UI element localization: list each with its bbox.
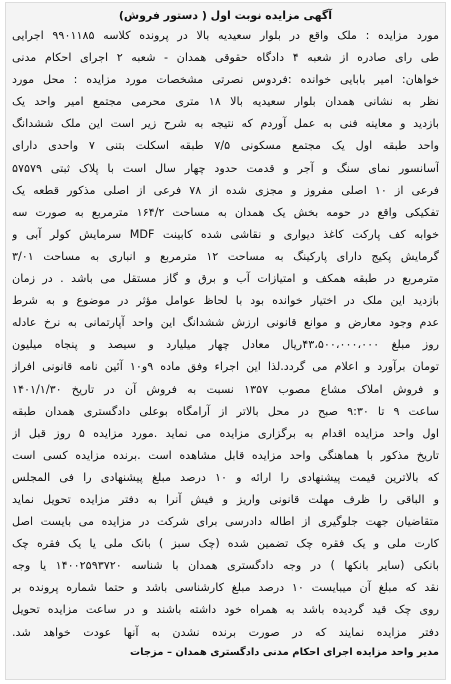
notice-line: بازدید و معاینه فنی به عمل آوردم که نتیجه به شرح زیر است این ملک ششدانگ [12,117,439,131]
notice-line: خواهان: امیر بابایی خوانده :فردوس نصرتی مشخصات مورد مزایده : محل مورد [12,73,439,87]
notice-line: بازدید این ملک در اختیار خوانده بود با لحاظ عوامل مؤثر در موضوع و به شرط [12,294,439,308]
notice-line: اول واحد مزایده اقدام به برگزاری مزایده می نماید .مورد مزایده ۵ روز قبل از [12,426,439,440]
notice-line: و الباقی را ظرف مهلت قانونی واریز و فیش آنرا به دفتر مزایده تحویل نماید [12,492,439,506]
notice-line: کارت ملی و یک فقره چک تضمین شده (چک سبز ) بانک ملی یا یک فقره چک [12,537,439,551]
notice-line: تفکیکی واقع در حومه بخش یک همدان به مساحت ۱۶۴/۲ مترمربع به صورت سه [12,205,439,219]
notice-line: که بالاترین قیمت پیشنهادی را ارائه و ۱۰ درصد مبلغ پیشنهادی را فی المجلس [12,470,439,484]
notice-line: مورد مزایده : ملک واقع در بلوار سعیدیه بالا در پرونده کلاسه ۹۹۰۱۱۸۵ اجرایی [12,29,439,42]
notice-line: واحد طبقه اول یک مجتمع مسکونی ۷/۵ طبقه اسکلت بتنی ۷ واحدی دارای [12,139,439,153]
notice-line: روز مبلغ ۴۳،۵۰۰،۰۰۰،۰۰۰ریال معادل چهار میلیارد و سیصد و پنجاه میلیون [12,338,439,352]
notice-title: آگهی مزایده نوبت اول ( دستور فروش) [118,9,333,22]
notice-line: مترمربع در طبقه همکف و امتیازات آب و برق و گاز مستقل می باشد . در زمان [12,272,439,286]
notice-line: گرمایش پکیج دارای پارکینگ به مساحت ۱۲ مترمربع و انباری به مساحت ۳/۰۱ [12,249,439,263]
auction-notice [5,2,446,680]
notice-line: تاریخ مذکور با هماهنگی واحد مزایده قابل مشاهده است .برنده مزایده کسی است [12,448,439,462]
notice-line: طی رای صادره از شعبه ۴ دادگاه حقوقی همدان - شعبه ۲ اجرای احکام مدنی [12,51,439,65]
notice-line: روی چک قید گردیده باشد به همراه خود داشته باشند و در ساعت مزایده تحویل [12,603,439,617]
notice-line: و فروش املاک مشاع مصوب ۱۳۵۷ نسبت به فروش آن در تاریخ ۱۴۰۱/۱/۳۰ [12,382,439,396]
notice-line: آسانسور نمای سنگ و آجر و قدمت حدود چهار سال است با پلاک ثبتی ۵۷۵۷۹ [12,161,439,175]
notice-line: ساعت ۹ تا ۹:۳۰ صبح در محل بالاتر از آرامگاه بوعلی دادگستری همدان طبقه [12,404,439,418]
notice-body [6,25,445,644]
notice-line: نظر به نشانی همدان بلوار سعیدیه بالا ۱۸ متری محرمی مجتمع امیر واحد یک [12,95,439,109]
notice-line: فرعی از ۱۰ اصلی مفروز و مجزی شده از ۷۸ فرعی از اصلی مذکور قطعه یک [12,183,439,197]
notice-line: بانکی (سایر بانکها ) در وجه دادگستری همدان با شناسه ۱۴۰۰۲۵۹۳۷۲۰ یا وجه [12,559,439,573]
notice-line: عدم وجود معارض و موانع قانونی ارزش ششدانگ این واحد آپارتمانی به نرخ عادله [12,316,439,330]
notice-line: تومان برآورد و اعلام می گردد.لذا این اجراء وفق ماده ۹و۱۰ آئین نامه قانونی افراز [12,360,439,374]
notice-line: متقاضیان جهت جلوگیری از اطاله دادرسی برای شرکت در مزایده می بایست اصل [12,515,439,529]
notice-footer: مدیر واحد مزایده اجرای احکام مدنی دادگستری همدان – مزجات [130,646,439,658]
notice-line: خوابه کف پارکت کاغذ دیواری و نقاشی شده کابینت MDF سرمایش کولر آبی و [12,227,439,241]
notice-line: دفتر مزایده نمایند که در صورت برنده نشدن به آنها عودت خواهد شد. [12,625,439,639]
notice-line: نقد که مبلغ آن میبایست ۱۰ درصد مبلغ کارشناسی باشد و حتما شماره پرونده بر [12,581,439,595]
